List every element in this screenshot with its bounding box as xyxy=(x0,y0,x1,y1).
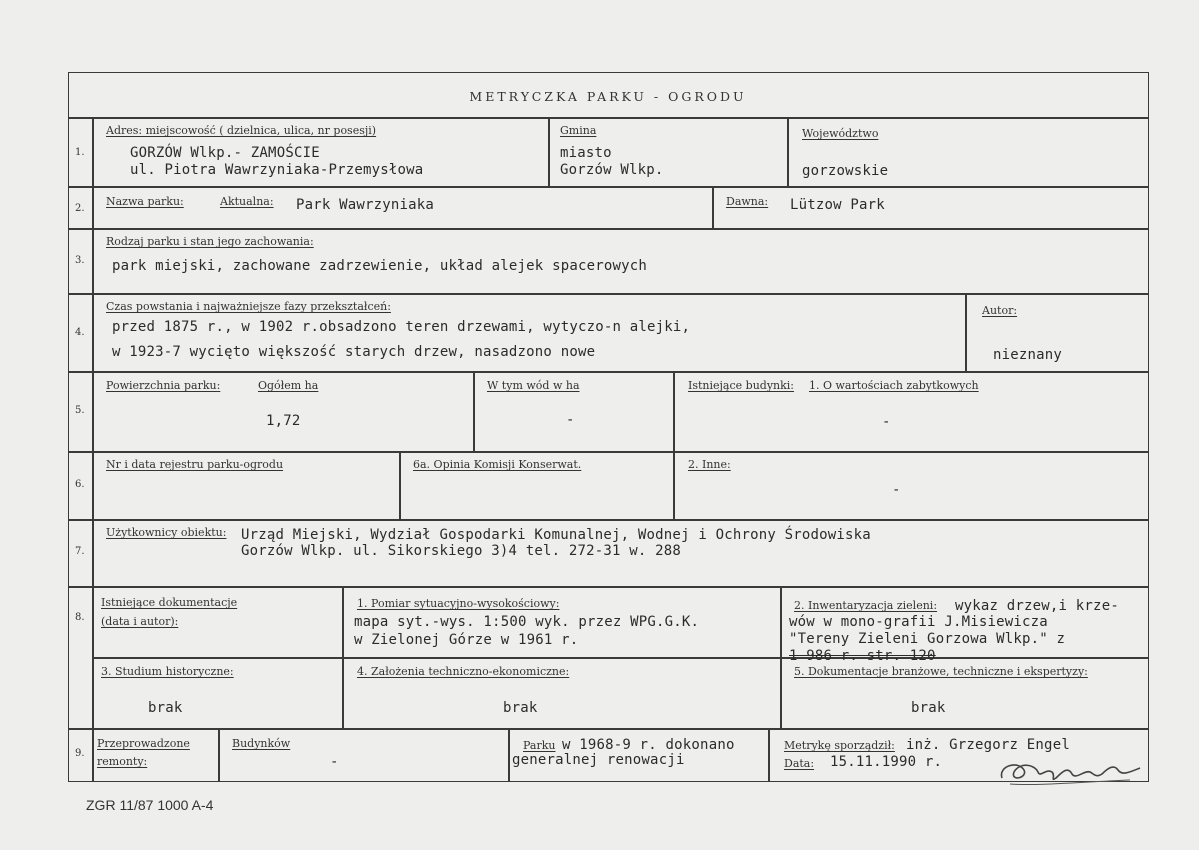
existing-buildings-label: Istniejące budynki: xyxy=(688,379,795,392)
address-label: Adres: miejscowość ( dzielnica, ulica, nr posesji) xyxy=(106,124,377,137)
row-number: 6. xyxy=(75,479,85,490)
park-repairs-line-2: generalnej renowacji xyxy=(512,752,685,768)
greenery-inventory-line-3: "Tereny Zieleni Gorzowa Wlkp." z xyxy=(789,631,1066,647)
tech-economic-value: brak xyxy=(503,700,538,716)
divider xyxy=(68,371,1149,373)
park-repairs-line-1: w 1968-9 r. dokonano xyxy=(562,737,735,753)
divider xyxy=(68,293,1149,295)
voivodeship-value: gorzowskie xyxy=(802,163,889,179)
total-area-value: 1,72 xyxy=(266,413,301,429)
users-label: Użytkownicy obiektu: xyxy=(106,526,227,539)
voivodeship-label: Województwo xyxy=(802,127,879,140)
current-name-value: Park Wawrzyniaka xyxy=(296,197,435,213)
users-line-1: Urząd Miejski, Wydział Gospodarki Komunalnej, Wodnej i Ochrony Środowiska xyxy=(241,527,871,543)
buildings-repairs-value: - xyxy=(330,754,339,770)
park-type-value: park miejski, zachowane zadrzewienie, układ alejek spacerowych xyxy=(112,258,647,274)
historical-study-label: 3. Studium historyczne: xyxy=(101,665,234,678)
former-name-label: Dawna: xyxy=(726,195,769,208)
form-title: METRYCZKA PARKU - OGRODU xyxy=(469,89,747,104)
water-area-label: W tym wód w ha xyxy=(487,379,580,392)
total-area-label: Ogółem ha xyxy=(258,379,319,392)
water-area-value: - xyxy=(566,412,575,428)
branch-documentation-value: brak xyxy=(911,700,946,716)
row-number: 5. xyxy=(75,405,85,416)
author-label: Autor: xyxy=(982,304,1018,317)
divider xyxy=(342,586,344,728)
divider xyxy=(473,371,475,451)
address-line-1: GORZÓW Wlkp.- ZAMOŚCIE xyxy=(130,145,320,161)
divider xyxy=(68,228,1149,230)
prepared-by-label: Metrykę sporządził: xyxy=(784,739,895,752)
form-code: ZGR 11/87 1000 A-4 xyxy=(86,797,214,813)
other-value: - xyxy=(892,482,901,498)
row-number: 1. xyxy=(75,147,85,158)
history-phases-line-2: w 1923-7 wycięto większość starych drzew, nasadzono nowe xyxy=(112,344,596,360)
users-line-2: Gorzów Wlkp. ul. Sikorskiego 3)4 tel. 272-31 w. 288 xyxy=(241,543,682,559)
former-name-value: Lützow Park xyxy=(790,197,885,213)
divider xyxy=(92,117,94,782)
gmina-line-2: Gorzów Wlkp. xyxy=(560,162,664,178)
gmina-label: Gmina xyxy=(560,124,597,137)
monument-value-label: 1. O wartościach zabytkowych xyxy=(809,379,979,392)
survey-label: 1. Pomiar sytuacyjno-wysokościowy: xyxy=(357,597,560,610)
park-repairs-label: Parku xyxy=(523,739,556,752)
divider xyxy=(965,293,967,371)
history-phases-label: Czas powstania i najważniejsze fazy przekształceń: xyxy=(106,300,391,313)
divider xyxy=(673,371,675,451)
buildings-repairs-label: Budynków xyxy=(232,737,291,750)
greenery-inventory-line-1: wykaz drzew,i krze- xyxy=(955,598,1119,614)
row-number: 2. xyxy=(75,203,85,214)
prepared-by-value: inż. Grzegorz Engel xyxy=(906,737,1070,753)
divider xyxy=(399,451,401,519)
register-label: Nr i data rejestru parku-ogrodu xyxy=(106,458,284,471)
greenery-inventory-line-4: 1 986 r. str. 120 xyxy=(789,648,936,664)
divider xyxy=(548,117,550,186)
row-number: 9. xyxy=(75,748,85,759)
author-value: nieznany xyxy=(993,347,1063,363)
documentation-sublabel: (data i autor): xyxy=(101,615,179,628)
row-number: 3. xyxy=(75,255,85,266)
divider xyxy=(218,728,220,782)
park-name-label: Nazwa parku: xyxy=(106,195,184,208)
divider xyxy=(712,186,714,228)
divider xyxy=(92,657,1149,659)
divider xyxy=(68,186,1149,188)
historical-study-value: brak xyxy=(148,700,183,716)
repairs-label: Przeprowadzone xyxy=(97,737,190,750)
divider xyxy=(508,728,510,782)
divider xyxy=(68,728,1149,730)
divider xyxy=(673,451,675,519)
greenery-inventory-line-2: wów w mono-grafii J.Misiewicza xyxy=(789,614,1048,630)
repairs-sublabel: remonty: xyxy=(97,755,148,768)
divider xyxy=(68,586,1149,588)
gmina-line-1: miasto xyxy=(560,145,612,161)
row-number: 7. xyxy=(75,546,85,557)
divider xyxy=(780,586,782,728)
conservator-opinion-label: 6a. Opinia Komisji Konserwat. xyxy=(413,458,582,471)
survey-line-2: w Zielonej Górze w 1961 r. xyxy=(354,632,579,648)
monument-value: - xyxy=(882,414,891,430)
park-type-label: Rodzaj parku i stan jego zachowania: xyxy=(106,235,314,248)
divider xyxy=(768,728,770,782)
divider xyxy=(68,451,1149,453)
history-phases-line-1: przed 1875 r., w 1902 r.obsadzono teren drzewami, wytyczo-n alejki, xyxy=(112,319,691,335)
branch-documentation-label: 5. Dokumentacje branżowe, techniczne i ekspertyzy: xyxy=(794,665,1088,678)
divider xyxy=(68,117,1149,119)
area-label: Powierzchnia parku: xyxy=(106,379,221,392)
row-number: 4. xyxy=(75,327,85,338)
divider xyxy=(68,519,1149,521)
divider xyxy=(787,117,789,186)
tech-economic-label: 4. Założenia techniczno-ekonomiczne: xyxy=(357,665,570,678)
signature xyxy=(990,748,1150,790)
address-line-2: ul. Piotra Wawrzyniaka-Przemysłowa xyxy=(130,162,424,178)
other-label: 2. Inne: xyxy=(688,458,731,471)
documentation-label: Istniejące dokumentacje xyxy=(101,596,238,609)
row-number: 8. xyxy=(75,612,85,623)
date-label: Data: xyxy=(784,757,815,770)
greenery-inventory-label: 2. Inwentaryzacja zieleni: xyxy=(794,599,938,612)
current-name-label: Aktualna: xyxy=(220,195,274,208)
date-value: 15.11.1990 r. xyxy=(830,754,943,770)
survey-line-1: mapa syt.-wys. 1:500 wyk. przez WPG.G.K. xyxy=(354,614,700,630)
